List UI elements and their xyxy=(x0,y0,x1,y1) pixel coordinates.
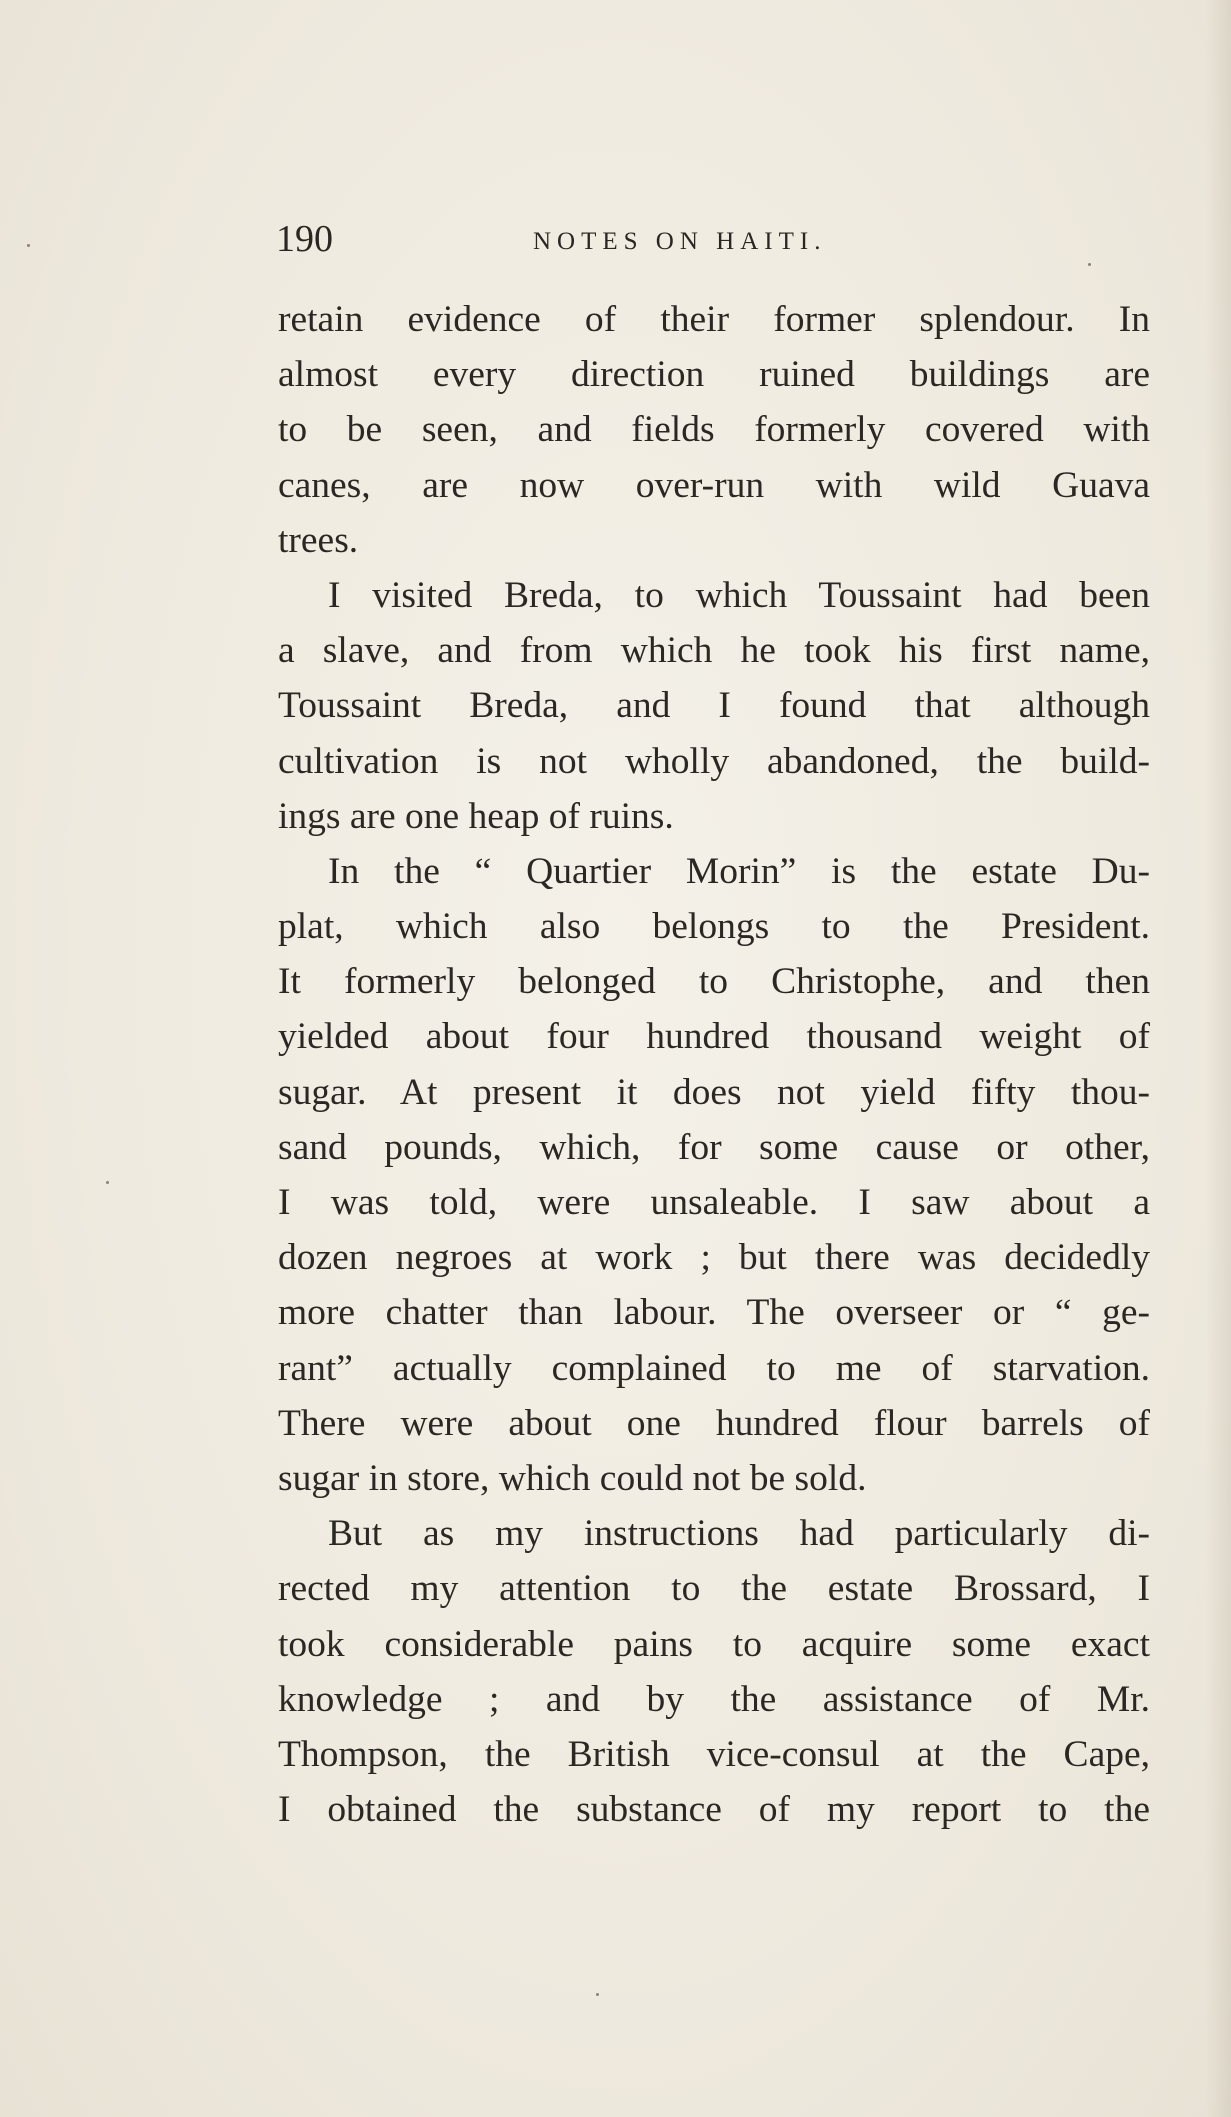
paper-speck xyxy=(27,244,30,247)
text-line: almost every direction ruined buildings are xyxy=(278,354,1150,396)
page-number: 190 xyxy=(276,218,333,260)
paper-speck xyxy=(596,1993,599,1996)
text-line: plat, which also belongs to the President. xyxy=(278,906,1150,948)
text-line: to be seen, and fields formerly covered with xyxy=(278,409,1150,451)
page-header xyxy=(276,214,1176,270)
text-line: sand pounds, which, for some cause or other, xyxy=(278,1126,1150,1168)
text-line: I visited Breda, to which Toussaint had been xyxy=(328,574,1150,616)
running-title: NOTES ON HAITI. xyxy=(533,228,827,255)
text-line: sugar in store, which could not be sold. xyxy=(278,1457,867,1499)
page-gutter-shadow xyxy=(1205,0,1231,2117)
text-line: It formerly belonged to Christophe, and then xyxy=(278,961,1150,1003)
text-line: knowledge ; and by the assistance of Mr. xyxy=(278,1678,1150,1720)
text-line: took considerable pains to acquire some exact xyxy=(278,1623,1150,1665)
text-line: retain evidence of their former splendour. In xyxy=(278,299,1150,340)
text-line: I was told, were unsaleable. I saw about a xyxy=(278,1182,1150,1223)
body-text xyxy=(278,292,1150,1837)
text-line: sugar. At present it does not yield fifty thou- xyxy=(278,1071,1150,1113)
text-line: trees. xyxy=(278,519,359,561)
paper-speck xyxy=(1088,263,1091,266)
text-line: Toussaint Breda, and I found that although xyxy=(278,685,1150,727)
text-line: yielded about four hundred thousand weight of xyxy=(278,1016,1150,1058)
paper-speck xyxy=(106,1181,109,1184)
text-line: In the “ Quartier Morin” is the estate Du- xyxy=(328,850,1150,892)
text-line: a slave, and from which he took his first name, xyxy=(278,630,1150,672)
text-line: canes, are now over-run with wild Guava xyxy=(278,464,1150,506)
text-line: There were about one hundred flour barrels of xyxy=(278,1402,1150,1444)
text-line: more chatter than labour. The overseer or “ ge- xyxy=(278,1292,1150,1334)
text-line: ings are one heap of ruins. xyxy=(278,795,674,837)
text-line: But as my instructions had particularly di- xyxy=(328,1513,1150,1555)
text-line: Thompson, the British vice-consul at the Cape, xyxy=(278,1733,1150,1775)
text-line: dozen negroes at work ; but there was decidedly xyxy=(278,1237,1150,1279)
text-line: I obtained the substance of my report to the xyxy=(278,1789,1150,1831)
text-line: cultivation is not wholly abandoned, the build- xyxy=(278,740,1150,782)
text-line: rected my attention to the estate Brossard, I xyxy=(278,1568,1150,1610)
text-line: rant” actually complained to me of starvation. xyxy=(278,1347,1150,1389)
